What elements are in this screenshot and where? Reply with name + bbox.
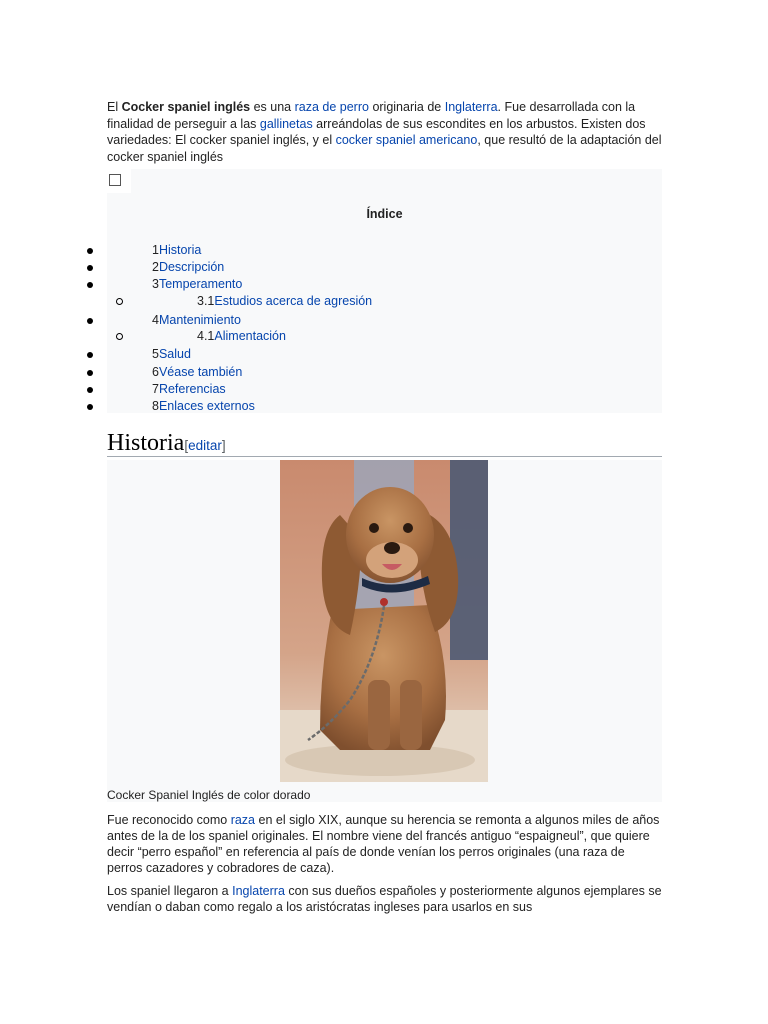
toc-item-label[interactable]: Historia [158, 243, 202, 257]
toc-item-number: 1 [152, 243, 159, 257]
toc-item-number: 6 [152, 365, 159, 379]
toc-item-temperamento[interactable] [152, 277, 242, 291]
section-heading [107, 430, 662, 457]
intro-text-2: es una [250, 100, 295, 114]
toc-item-vease-tambien[interactable] [152, 365, 242, 379]
bullet-icon [87, 404, 93, 410]
para1-text-2: en el siglo XIX, aunque su herencia se remonta a algunos miles de años antes de la de los spaniel originales. El nombre viene del francés antiguo “espaigneul”, que quiere decir “perro español” en referencia al país de donde venían los perros originales (una raza de perros cazadores y cobradores de caza). [107, 813, 660, 875]
intro-text-4: . Fue desarrollada con la finalidad de perseguir a las [107, 100, 636, 131]
toc-item-label[interactable]: Mantenimiento [158, 313, 241, 327]
link-cocker-spaniel-americano[interactable]: cocker spaniel americano [335, 133, 478, 147]
intro-text-1: El [107, 100, 122, 114]
intro-text-3: originaria de [368, 100, 445, 114]
para1-text-1: Fue reconocido como [107, 813, 231, 827]
bullet-icon [87, 282, 93, 288]
link-inglaterra[interactable]: Inglaterra [444, 100, 498, 114]
toc-item-estudios-agresion[interactable] [197, 294, 372, 308]
figure-caption: Cocker Spaniel Inglés de color dorado [107, 788, 311, 802]
toc-item-label[interactable]: Alimentación [214, 329, 286, 343]
intro-bold-title: Cocker spaniel inglés [121, 100, 251, 114]
cocker-spaniel-photo[interactable] [280, 460, 488, 782]
toc-item-label[interactable]: Véase también [158, 365, 243, 379]
intro-text-5: arreándolas de sus escondites en los arbustos. Existen dos variedades: El cocker spaniel inglés, y el [107, 116, 646, 147]
toc-item-label[interactable]: Enlaces externos [158, 399, 255, 413]
toc-item-label[interactable]: Referencias [158, 382, 226, 396]
toc-item-number: 4.1 [197, 329, 215, 343]
toc-item-number: 7 [152, 382, 159, 396]
toc-item-label[interactable]: Temperamento [158, 277, 243, 291]
intro-paragraph [107, 99, 662, 165]
toc-item-number: 3 [152, 277, 159, 291]
bullet-icon [87, 370, 93, 376]
link-gallinetas[interactable]: gallinetas [259, 116, 313, 131]
intro-text-6: , que resultó de la adaptación del cocker spaniel inglés [107, 133, 662, 164]
toc-item-alimentacion[interactable] [197, 329, 286, 343]
toc-toggle[interactable] [107, 169, 131, 193]
bullet-icon [87, 387, 93, 393]
bullet-icon [87, 318, 93, 324]
checkbox-icon[interactable] [109, 174, 121, 186]
bullet-icon [87, 248, 93, 254]
bullet-icon [87, 352, 93, 358]
toc-item-referencias[interactable] [152, 382, 226, 396]
history-paragraph-1 [107, 812, 662, 876]
circle-bullet-icon [116, 298, 123, 305]
toc-item-number: 3.1 [197, 294, 215, 308]
edit-bracket-open: [ [184, 438, 189, 453]
toc-item-mantenimiento[interactable] [152, 313, 241, 327]
para2-text-1: Los spaniel llegaron a [107, 884, 233, 898]
history-paragraph-2 [107, 883, 662, 915]
toc-item-historia[interactable] [152, 243, 201, 257]
figure [107, 460, 662, 802]
toc-item-label[interactable]: Descripción [158, 260, 225, 274]
para2-text-2: con sus dueños españoles y posteriormente algunos ejemplares se vendían o daban como regalo a los aristócratas ingleses para usarlos en sus [107, 884, 662, 914]
edit-link[interactable]: editar [188, 438, 222, 453]
toc-item-number: 4 [152, 313, 159, 327]
bullet-icon [87, 265, 93, 271]
link-inglaterra-2[interactable]: Inglaterra [232, 884, 285, 898]
toc-item-salud[interactable] [152, 347, 191, 361]
edit-bracket-close: ] [221, 438, 226, 453]
toc-item-enlaces-externos[interactable] [152, 399, 255, 413]
circle-bullet-icon [116, 333, 123, 340]
toc-title: Índice [366, 207, 403, 221]
toc-item-number: 5 [152, 347, 159, 361]
toc-item-descripcion[interactable] [152, 260, 224, 274]
link-raza-de-perro[interactable]: raza de perro [294, 100, 369, 114]
toc-item-label[interactable]: Estudios acerca de agresión [214, 294, 373, 308]
link-raza[interactable]: raza [230, 813, 256, 827]
toc-item-number: 2 [152, 260, 159, 274]
toc-item-number: 8 [152, 399, 159, 413]
toc-item-label[interactable]: Salud [158, 347, 191, 361]
section-title: Historia [107, 430, 185, 456]
